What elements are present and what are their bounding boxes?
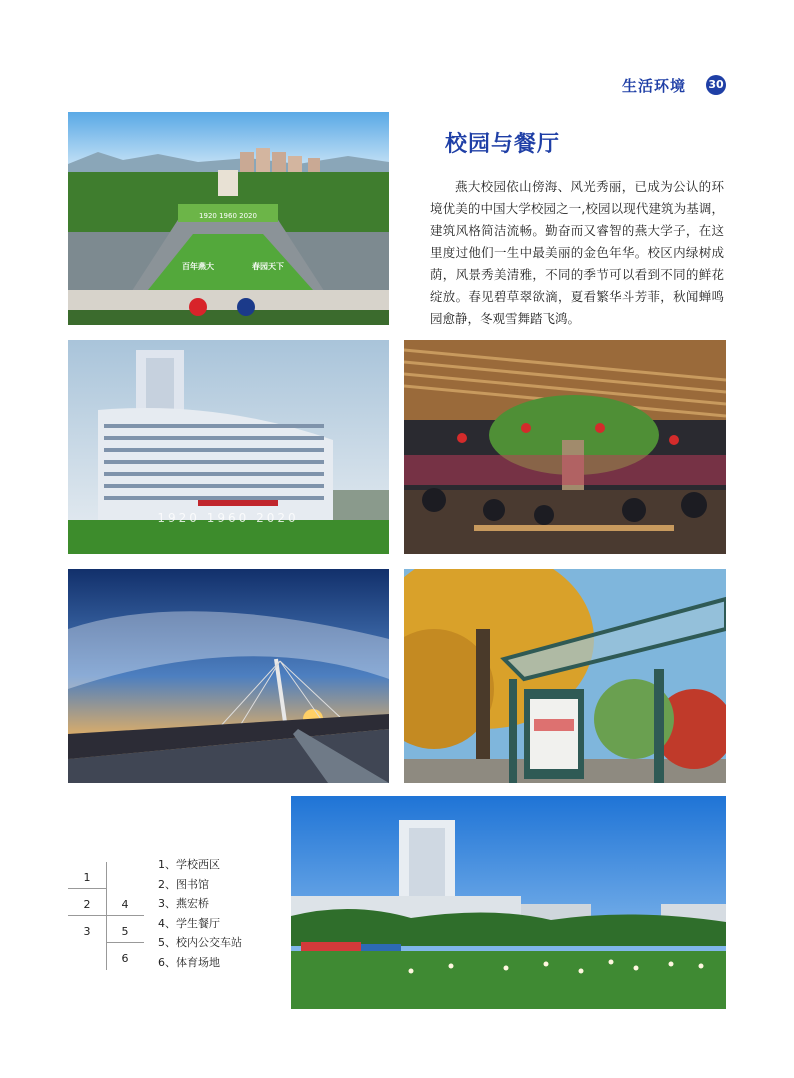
key-divider: [106, 942, 144, 943]
lawn-slogan-1: 百年燕大: [182, 262, 214, 271]
key-cell-3: 3: [83, 925, 91, 938]
key-cell-4: 4: [121, 898, 129, 911]
lawn-years-text: 1920 1960 2020: [199, 212, 257, 220]
key-divider: [106, 862, 107, 970]
photo-campus-bus-stop: [404, 569, 726, 783]
photo-student-canteen: [404, 340, 726, 554]
key-cell-5: 5: [121, 925, 129, 938]
photo-bridge: [68, 569, 389, 783]
caption-item: 1、学校西区: [158, 858, 220, 871]
key-cell-2: 2: [83, 898, 91, 911]
photo-west-campus: [68, 112, 389, 325]
lawn-slogan-2: 春园天下: [252, 262, 284, 271]
photo-library: [68, 340, 389, 554]
section-header-title: 生活环境: [622, 77, 687, 95]
caption-item: 5、校内公交车站: [158, 936, 242, 949]
key-cell-6: 6: [121, 952, 129, 965]
library-years-text: 1920 1960 2020: [157, 511, 299, 525]
caption-item: 4、学生餐厅: [158, 916, 220, 930]
photo-sports-field: [291, 796, 726, 1009]
caption-item: 2、图书馆: [158, 877, 209, 891]
intro-paragraph: 燕大校园依山傍海、风光秀丽，已成为公认的环境优美的中国大学校园之一,校园以现代建筑为基调，建筑风格简洁流畅。勤奋而又睿智的燕大学子，在这里度过他们一生中最美丽的金色年华。校区内绿树成荫，风景秀美清雅，不同的季节可以看到不同的鲜花绽放。春见碧草翠欲滴，夏看繁华斗芳菲，秋闻蝉鸣园愈静，冬观雪舞踏飞鸿。: [430, 179, 724, 326]
caption-item: 6、体育场地: [158, 955, 220, 969]
page-number-badge: 30: [706, 75, 726, 95]
key-cell-1: 1: [83, 871, 91, 884]
caption-item: 3、燕宏桥: [158, 897, 209, 910]
caption-list: [158, 855, 242, 972]
page-title: 校园与餐厅: [445, 132, 561, 157]
key-divider: [68, 888, 106, 889]
